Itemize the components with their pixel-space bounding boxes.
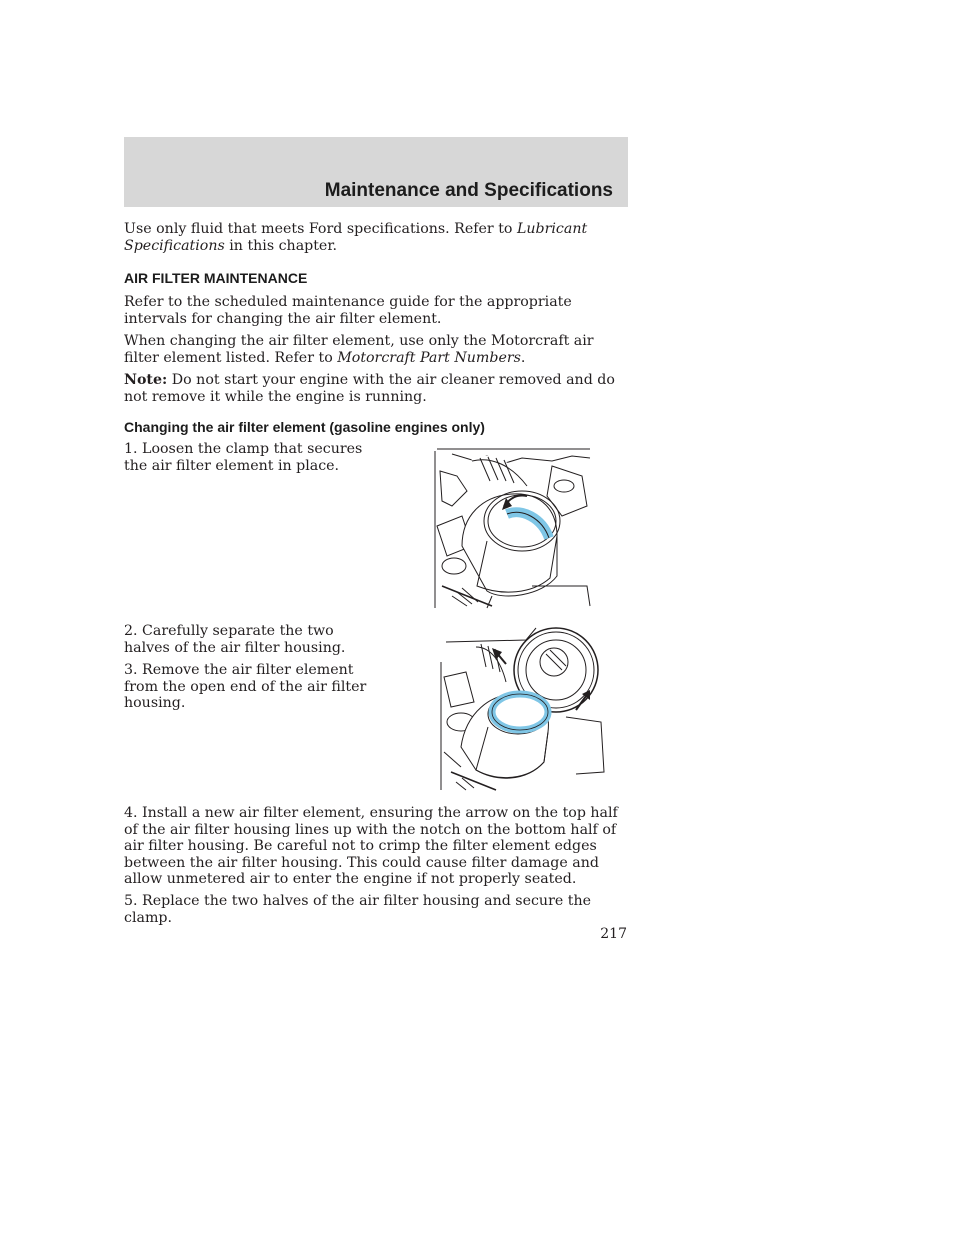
step-5: 5. Replace the two halves of the air filter housing and secure the clamp. xyxy=(124,893,591,926)
step-3: 3. Remove the air filter element from the open end of the air filter housing. xyxy=(124,662,367,711)
intro-paragraph xyxy=(124,221,624,254)
motorcraft-text-end: . xyxy=(520,349,526,366)
step-4: 4. Install a new air filter element, ensuring the arrow on the top half of the air filter housing lines up with the notch on the bottom half of air filter housing. Be careful not to crimp the filter element edges between the air filter housing. This could cause filter damage and allow unmetered air to enter the engine if not properly seated. xyxy=(124,805,618,887)
intro-text: Use only fluid that meets Ford specifications. Refer to xyxy=(124,221,517,237)
chapter-title: Maintenance and Specifications xyxy=(324,180,613,201)
note-text: Do not start your engine with the air cleaner removed and do not remove it while the engine is running. xyxy=(124,372,615,405)
step-2: 2. Carefully separate the two halves of the air filter housing. xyxy=(124,623,346,656)
air-filter-clamp-illustration xyxy=(432,446,592,611)
section-heading: AIR FILTER MAINTENANCE xyxy=(124,270,308,286)
motorcraft-text: When changing the air filter element, use only the Motorcraft air filter element listed. Refer to xyxy=(124,333,594,366)
page-number: 217 xyxy=(600,926,627,942)
subsection-heading: Changing the air filter element (gasoline engines only) xyxy=(124,419,485,435)
intro-link-text: Lubricant Specifications xyxy=(124,221,588,254)
paragraph-intervals: Refer to the scheduled maintenance guide for the appropriate intervals for changing the air filter element. xyxy=(124,294,572,327)
intro-text-end: in this chapter. xyxy=(224,237,338,254)
note-paragraph xyxy=(124,372,624,405)
motorcraft-reference: Motorcraft Part Numbers xyxy=(337,349,521,366)
air-filter-housing-separation-illustration xyxy=(436,622,606,792)
step-1: 1. Loosen the clamp that secures the air filter element in place. xyxy=(124,441,363,474)
chapter-header-band xyxy=(124,137,628,207)
paragraph-motorcraft xyxy=(124,333,624,366)
note-label: Note: xyxy=(124,372,168,388)
